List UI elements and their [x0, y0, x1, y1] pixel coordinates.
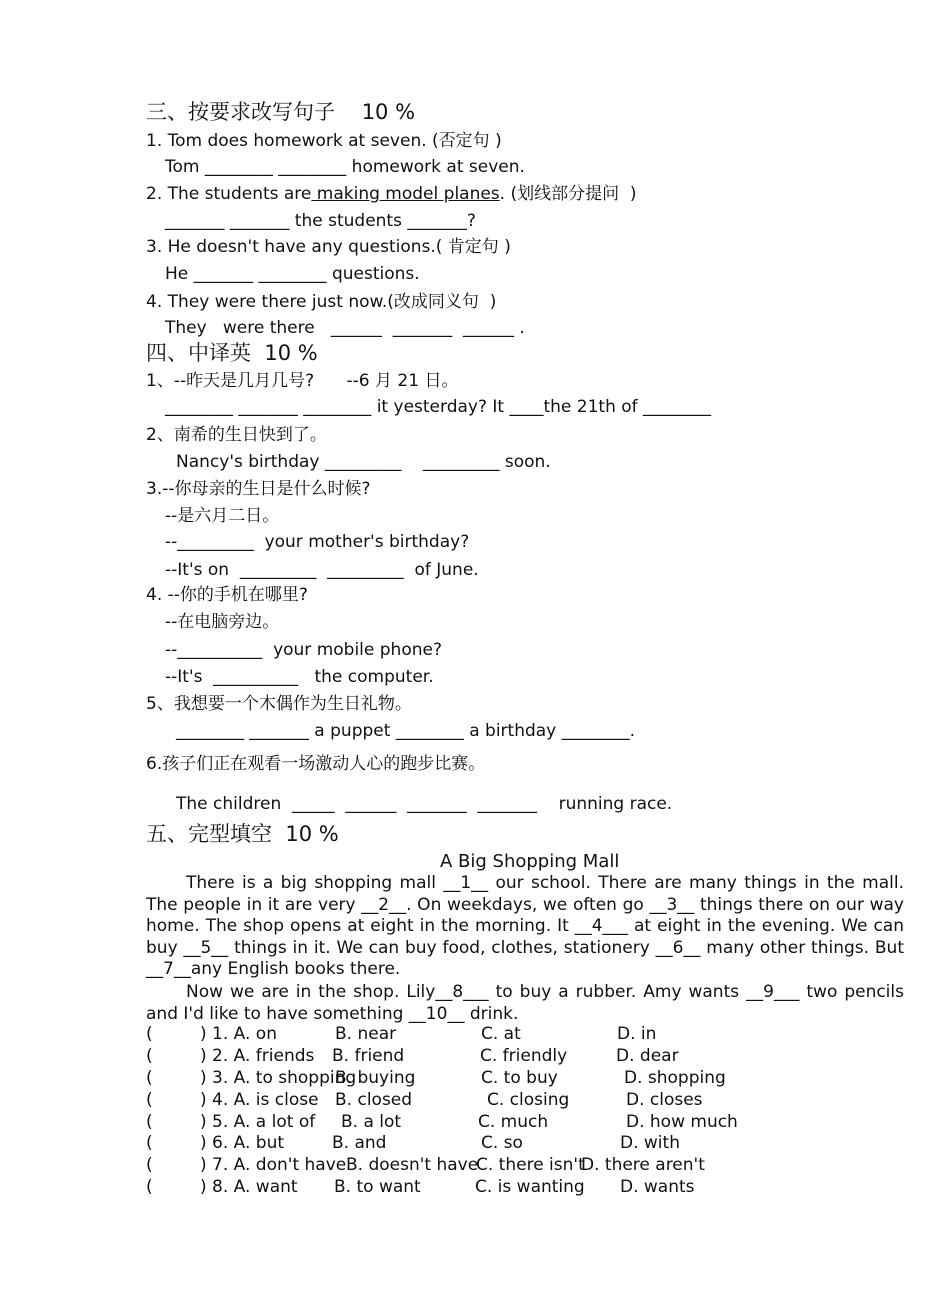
option-b: B. and	[332, 1133, 387, 1153]
option-c: C. at	[481, 1024, 521, 1044]
option-b: B. doesn't have	[346, 1155, 479, 1175]
option-d: D. there aren't	[581, 1155, 705, 1175]
s4-q6: 6.孩子们正在观看一场激动人心的跑步比赛。	[146, 754, 486, 774]
answer-blank: (	[146, 1112, 153, 1132]
answer-blank: (	[146, 1177, 153, 1197]
option-a: ) 3. A. to shopping	[200, 1068, 357, 1088]
s3-q2-answer: _______ _______ the students _______?	[165, 211, 476, 231]
option-c: C. closing	[487, 1090, 570, 1110]
s3-q1-answer: Tom ________ ________ homework at seven.	[165, 157, 525, 177]
s3-q2	[146, 184, 637, 204]
option-a: ) 8. A. want	[200, 1177, 298, 1197]
option-d: D. how much	[626, 1112, 738, 1132]
s4-q4-line3: --__________ your mobile phone?	[165, 640, 442, 660]
s4-q6-answer: The children _____ ______ _______ _______ running race.	[176, 794, 673, 814]
option-d: D. in	[617, 1024, 657, 1044]
option-d: D. with	[620, 1133, 680, 1153]
s3-q4-answer: They were there ______ _______ ______ .	[165, 318, 525, 338]
option-c: C. much	[478, 1112, 549, 1132]
passage-paragraph-2: Now we are in the shop. Lily__8___ to buy a rubber. Amy wants __9___ two pencils and I'd like to have something __10__ drink.	[146, 982, 904, 1024]
answer-blank: (	[146, 1090, 153, 1110]
s3-q4: 4. They were there just now.(改成同义句 )	[146, 292, 497, 312]
section4-heading: 四、中译英 10 %	[146, 341, 318, 365]
s4-q3: 3.--你母亲的生日是什么时候?	[146, 479, 371, 499]
answer-blank: (	[146, 1155, 153, 1175]
section3-heading: 三、按要求改写句子 10 %	[146, 100, 416, 124]
passage-title: A Big Shopping Mall	[440, 851, 620, 872]
s3-q2-prefix: 2. The students are	[146, 184, 312, 204]
option-a: ) 7. A. don't have	[200, 1155, 347, 1175]
option-b: B. to want	[334, 1177, 421, 1197]
answer-blank: (	[146, 1024, 153, 1044]
option-c: C. so	[481, 1133, 523, 1153]
s4-q4-line4: --It's __________ the computer.	[165, 667, 434, 687]
s3-q3: 3. He doesn't have any questions.( 肯定句 )	[146, 237, 511, 257]
s4-q4: 4. --你的手机在哪里?	[146, 585, 308, 605]
option-b: B. friend	[332, 1046, 405, 1066]
option-c: C. there isn't	[476, 1155, 585, 1175]
option-b: B. a lot	[341, 1112, 402, 1132]
option-c: C. friendly	[480, 1046, 568, 1066]
s4-q3-line2: --是六月二日。	[165, 506, 280, 526]
s3-q3-answer: He _______ ________ questions.	[165, 264, 420, 284]
section5-heading: 五、完型填空 10 %	[146, 822, 339, 846]
s4-q1: 1、--昨天是几月几号? --6 月 21 日。	[146, 371, 459, 391]
s4-q3-line4: --It's on _________ _________ of June.	[165, 560, 479, 580]
option-b: B. buying	[335, 1068, 416, 1088]
option-d: D. shopping	[624, 1068, 726, 1088]
option-a: ) 1. A. on	[200, 1024, 277, 1044]
s4-q2: 2、南希的生日快到了。	[146, 425, 327, 445]
answer-blank: (	[146, 1133, 153, 1153]
option-c: C. is wanting	[475, 1177, 585, 1197]
option-a: ) 2. A. friends	[200, 1046, 315, 1066]
s4-q2-answer: Nancy's birthday _________ _________ soon.	[176, 452, 551, 472]
s4-q3-line3: --_________ your mother's birthday?	[165, 532, 470, 552]
s4-q4-line2: --在电脑旁边。	[165, 612, 280, 632]
s3-q2-underlined: making model planes	[311, 184, 500, 204]
option-a: ) 5. A. a lot of	[200, 1112, 316, 1132]
option-b: B. near	[335, 1024, 397, 1044]
option-a: ) 4. A. is close	[200, 1090, 319, 1110]
option-c: C. to buy	[481, 1068, 558, 1088]
answer-blank: (	[146, 1068, 153, 1088]
s4-q5: 5、我想要一个木偶作为生日礼物。	[146, 694, 412, 714]
s4-q5-answer: ________ _______ a puppet ________ a birthday ________.	[176, 721, 636, 741]
passage-paragraph-1: There is a big shopping mall __1__ our school. There are many things in the mall. The people in it are very __2__. On weekdays, we often go __3__ things there on our way home. The shop opens at eight in the morning. It __4___ at eight in the evening. We can buy __5__ things in it. We can buy food, clothes, stationery __6__ many other things. But __7__any English books there.	[146, 873, 904, 980]
option-a: ) 6. A. but	[200, 1133, 285, 1153]
s4-q1-answer: ________ _______ ________ it yesterday? It ____the 21th of ________	[165, 397, 712, 417]
option-d: D. closes	[626, 1090, 703, 1110]
option-d: D. wants	[620, 1177, 695, 1197]
answer-blank: (	[146, 1046, 153, 1066]
s3-q2-suffix: . (划线部分提问 )	[499, 184, 637, 204]
option-d: D. dear	[616, 1046, 679, 1066]
s3-q1: 1. Tom does homework at seven. (否定句 )	[146, 131, 502, 151]
option-b: B. closed	[335, 1090, 413, 1110]
